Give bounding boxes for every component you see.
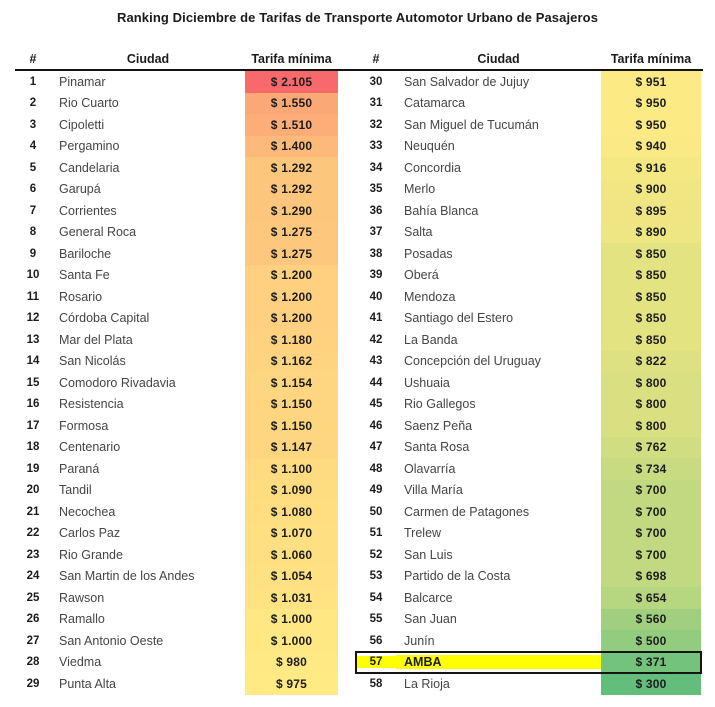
table-row: [356, 308, 701, 330]
rank-cell: 14: [26, 355, 40, 368]
city-cell: Garupá: [59, 182, 101, 197]
rank-cell: 34: [369, 161, 383, 174]
rank-cell: 52: [369, 548, 383, 561]
tariff-cell: $ 1.275: [245, 222, 338, 244]
tariff-cell: $ 2.105: [245, 71, 338, 93]
rank-cell: 37: [369, 226, 383, 239]
tariff-cell: $ 700: [601, 523, 701, 545]
table-row: [356, 114, 701, 136]
table-row: [356, 673, 701, 695]
rank-cell: 22: [26, 527, 40, 540]
rank-cell: 19: [26, 462, 40, 475]
city-cell: Rosario: [59, 289, 103, 304]
city-cell: Villa María: [404, 483, 463, 498]
rank-cell: 45: [369, 398, 383, 411]
table-row: [356, 437, 701, 459]
table-row: [15, 544, 338, 566]
table-row: [356, 394, 701, 416]
tariff-cell: $ 1.292: [245, 179, 338, 201]
city-cell: Partido de la Costa: [404, 569, 511, 584]
city-cell: Cipoletti: [59, 117, 105, 132]
city-cell: Santa Rosa: [404, 440, 470, 455]
tariff-cell: $ 700: [601, 501, 701, 523]
city-cell: Rawson: [59, 590, 105, 605]
table-row: [356, 587, 701, 609]
city-cell: Formosa: [59, 418, 109, 433]
rank-cell: 29: [26, 677, 40, 690]
city-cell: Resistencia: [59, 397, 124, 412]
rank-cell: 44: [369, 376, 383, 389]
rank-cell: 31: [369, 97, 383, 110]
tariff-cell: $ 850: [601, 286, 701, 308]
tariff-cell: $ 916: [601, 157, 701, 179]
city-cell: Santiago del Estero: [404, 311, 514, 326]
city-cell: San Antonio Oeste: [59, 633, 164, 648]
table-row: [15, 480, 338, 502]
rank-cell: 50: [369, 505, 383, 518]
tariff-cell: $ 1.200: [245, 308, 338, 330]
tariff-cell: $ 1.510: [245, 114, 338, 136]
city-cell: San Nicolás: [59, 354, 126, 369]
table-row: [15, 286, 338, 308]
tariff-cell: $ 1.200: [245, 265, 338, 287]
tariff-cell: $ 800: [601, 415, 701, 437]
table-row: [356, 351, 701, 373]
rank-cell: 55: [369, 613, 383, 626]
table-row: [356, 652, 701, 674]
rank-cell: 24: [26, 570, 40, 583]
tariff-cell: $ 850: [601, 265, 701, 287]
city-cell: Bariloche: [59, 246, 112, 261]
table-row: [356, 415, 701, 437]
rank-cell: 20: [26, 484, 40, 497]
rank-cell: 11: [26, 290, 40, 303]
tariff-cell: $ 822: [601, 351, 701, 373]
tariff-cell: $ 1.070: [245, 523, 338, 545]
tariff-cell: $ 300: [601, 673, 701, 695]
tariff-cell: $ 1.054: [245, 566, 338, 588]
tariff-cell: $ 500: [601, 630, 701, 652]
rank-cell: 28: [26, 656, 40, 669]
rank-cell: 30: [369, 75, 383, 88]
tariff-cell: $ 1.031: [245, 587, 338, 609]
tariff-cell: $ 1.000: [245, 630, 338, 652]
table-row: [15, 93, 338, 115]
tariff-cell: $ 1.275: [245, 243, 338, 265]
tariff-cell: $ 800: [601, 372, 701, 394]
table-row: [356, 222, 701, 244]
table-row: [15, 351, 338, 373]
rank-cell: 13: [26, 333, 40, 346]
rank-cell: 2: [29, 97, 37, 110]
rank-cell: 23: [26, 548, 40, 561]
table-row: [356, 630, 701, 652]
tariff-cell: $ 1.550: [245, 93, 338, 115]
city-cell: Trelew: [404, 526, 442, 541]
tariff-cell: $ 1.400: [245, 136, 338, 158]
city-cell: Salta: [404, 225, 433, 240]
table-row: [356, 458, 701, 480]
tariff-cell: $ 800: [601, 394, 701, 416]
city-cell: Junín: [404, 633, 435, 648]
tariff-cell: $ 560: [601, 609, 701, 631]
rank-cell: 21: [26, 505, 40, 518]
rank-cell: 26: [26, 613, 40, 626]
tariff-cell: $ 950: [601, 114, 701, 136]
table-row: [15, 394, 338, 416]
tariff-cell: $ 850: [601, 243, 701, 265]
ranking-table-left: [15, 71, 338, 695]
table-row: [356, 179, 701, 201]
rank-cell: 27: [26, 634, 40, 647]
tariff-cell: $ 900: [601, 179, 701, 201]
tariff-cell: $ 950: [601, 93, 701, 115]
table-row: [15, 652, 338, 674]
city-cell: Rio Gallegos: [404, 397, 476, 412]
table-row: [356, 286, 701, 308]
city-cell: Posadas: [404, 246, 453, 261]
tariff-cell: $ 371: [601, 652, 701, 674]
city-cell: Olavarría: [404, 461, 456, 476]
rank-cell: 4: [29, 140, 37, 153]
table-row: [15, 437, 338, 459]
rank-cell: 42: [369, 333, 383, 346]
tariff-cell: $ 734: [601, 458, 701, 480]
table-row: [356, 265, 701, 287]
city-cell: Córdoba Capital: [59, 311, 150, 326]
city-cell: AMBA: [396, 655, 601, 669]
tariff-cell: $ 762: [601, 437, 701, 459]
table-row: [15, 587, 338, 609]
table-row: [15, 222, 338, 244]
city-cell: La Banda: [404, 332, 458, 347]
table-row: [356, 93, 701, 115]
table-gap: [338, 71, 356, 695]
city-cell: Oberá: [404, 268, 439, 283]
rank-cell: 38: [369, 247, 383, 260]
city-cell: Mar del Plata: [59, 332, 133, 347]
table-row: [356, 157, 701, 179]
table-row: [356, 566, 701, 588]
table-body: [15, 71, 703, 695]
table-row: [15, 136, 338, 158]
tariff-cell: $ 890: [601, 222, 701, 244]
city-cell: Bahía Blanca: [404, 203, 479, 218]
table-row: [15, 501, 338, 523]
table-row: [15, 673, 338, 695]
rank-cell: 43: [369, 355, 383, 368]
rank-cell: 5: [29, 161, 37, 174]
rank-cell: 17: [26, 419, 40, 432]
table-row: [15, 179, 338, 201]
table-row: [356, 480, 701, 502]
table-row: [15, 329, 338, 351]
city-cell: Comodoro Rivadavia: [59, 375, 176, 390]
tariff-cell: $ 654: [601, 587, 701, 609]
table-row: [15, 243, 338, 265]
table-row: [356, 501, 701, 523]
table-row: [15, 630, 338, 652]
rank-cell: 12: [26, 312, 40, 325]
table-row: [356, 329, 701, 351]
page-title: Ranking Diciembre de Tarifas de Transporte Automotor Urbano de Pasajeros: [116, 10, 599, 25]
city-cell: La Rioja: [404, 676, 450, 691]
city-cell: Concepción del Uruguay: [404, 354, 541, 369]
table-row: [15, 265, 338, 287]
header-rank-right: #: [372, 52, 380, 66]
rank-cell: 16: [26, 398, 40, 411]
rank-cell: 6: [29, 183, 37, 196]
tariff-cell: $ 850: [601, 308, 701, 330]
city-cell: Pergamino: [59, 139, 120, 154]
header-city-right: Ciudad: [477, 52, 520, 66]
city-cell: Rio Cuarto: [59, 96, 119, 111]
table-row: [15, 200, 338, 222]
city-cell: San Juan: [404, 612, 457, 627]
city-cell: Punta Alta: [59, 676, 116, 691]
tariff-cell: $ 975: [245, 673, 338, 695]
rank-cell: 33: [369, 140, 383, 153]
tariff-cell: $ 1.080: [245, 501, 338, 523]
table-row: [15, 566, 338, 588]
table-row: [356, 372, 701, 394]
city-cell: Concordia: [404, 160, 461, 175]
city-cell: Merlo: [404, 182, 436, 197]
tariff-cell: $ 1.000: [245, 609, 338, 631]
city-cell: Pinamar: [59, 74, 106, 89]
tariff-cell: $ 698: [601, 566, 701, 588]
header-tariff-left: Tarifa mínima: [251, 52, 332, 66]
tariff-cell: $ 700: [601, 480, 701, 502]
city-cell: Tandil: [59, 483, 92, 498]
city-cell: San Luis: [404, 547, 453, 562]
tariff-cell: $ 1.162: [245, 351, 338, 373]
table-row: [15, 71, 338, 93]
city-cell: Centenario: [59, 440, 121, 455]
rank-cell: 1: [29, 75, 37, 88]
city-cell: San Miguel de Tucumán: [404, 117, 539, 132]
tariff-cell: $ 1.060: [245, 544, 338, 566]
rank-cell: 48: [369, 462, 383, 475]
rank-cell: 32: [369, 118, 383, 131]
table-row: [15, 114, 338, 136]
tariff-cell: $ 940: [601, 136, 701, 158]
rank-cell: 49: [369, 484, 383, 497]
tariff-cell: $ 1.150: [245, 394, 338, 416]
city-cell: General Roca: [59, 225, 137, 240]
rank-cell: 40: [369, 290, 383, 303]
rank-cell: 9: [29, 247, 37, 260]
city-cell: Neuquén: [404, 139, 455, 154]
city-cell: Rio Grande: [59, 547, 123, 562]
rank-cell: 8: [29, 226, 37, 239]
tariff-cell: $ 1.154: [245, 372, 338, 394]
header-city-left: Ciudad: [126, 52, 170, 66]
table-row: [356, 200, 701, 222]
table-row: [356, 544, 701, 566]
rank-cell: 36: [369, 204, 383, 217]
table-row: [15, 609, 338, 631]
rank-cell: 41: [369, 312, 383, 325]
table-row: [15, 523, 338, 545]
tariff-cell: $ 1.090: [245, 480, 338, 502]
rank-cell: 53: [369, 570, 383, 583]
city-cell: Catamarca: [404, 96, 466, 111]
table-row: [356, 71, 701, 93]
rank-cell: 25: [26, 591, 40, 604]
city-cell: Corrientes: [59, 203, 117, 218]
rank-cell: 57: [356, 656, 396, 668]
rank-cell: 7: [29, 204, 37, 217]
table-row: [356, 136, 701, 158]
city-cell: Candelaria: [59, 160, 120, 175]
rank-cell: 3: [29, 118, 37, 131]
ranking-table-right: [356, 71, 701, 695]
tariff-cell: $ 1.200: [245, 286, 338, 308]
rank-cell: 35: [369, 183, 383, 196]
header-rank-left: #: [29, 52, 37, 66]
tariff-cell: $ 1.290: [245, 200, 338, 222]
rank-cell: 18: [26, 441, 40, 454]
tariff-cell: $ 700: [601, 544, 701, 566]
tariff-cell: $ 895: [601, 200, 701, 222]
rank-cell: 51: [369, 527, 383, 540]
city-cell: Necochea: [59, 504, 116, 519]
table-row: [15, 372, 338, 394]
table-row: [15, 308, 338, 330]
rank-cell: 39: [369, 269, 383, 282]
rank-cell: 56: [369, 634, 383, 647]
table-header-row: [15, 48, 703, 71]
table-row: [15, 157, 338, 179]
city-cell: Paraná: [59, 461, 100, 476]
city-cell: Santa Fe: [59, 268, 110, 283]
tariff-cell: $ 1.180: [245, 329, 338, 351]
rank-cell: 54: [369, 591, 383, 604]
rank-cell: 47: [369, 441, 383, 454]
city-cell: San Martin de los Andes: [59, 569, 195, 584]
tariff-cell: $ 951: [601, 71, 701, 93]
tariff-cell: $ 980: [245, 652, 338, 674]
table-row: [356, 243, 701, 265]
city-cell: Ushuaia: [404, 375, 450, 390]
rank-cell: 10: [26, 269, 40, 282]
city-cell: Balcarce: [404, 590, 453, 605]
city-cell: Mendoza: [404, 289, 456, 304]
tariff-cell: $ 1.292: [245, 157, 338, 179]
tariff-cell: $ 1.100: [245, 458, 338, 480]
city-cell: Ramallo: [59, 612, 105, 627]
rank-cell: 15: [26, 376, 40, 389]
header-tariff-right: Tarifa mínima: [610, 52, 692, 66]
city-cell: Viedma: [59, 655, 102, 670]
table-row: [356, 523, 701, 545]
tariff-cell: $ 1.150: [245, 415, 338, 437]
tariff-cell: $ 1.147: [245, 437, 338, 459]
table-row: [15, 458, 338, 480]
city-cell: Saenz Peña: [404, 418, 473, 433]
city-cell: Carlos Paz: [59, 526, 121, 541]
city-cell: Carmen de Patagones: [404, 504, 530, 519]
table-row: [15, 415, 338, 437]
rank-cell: 58: [369, 677, 383, 690]
tariff-cell: $ 850: [601, 329, 701, 351]
city-cell: San Salvador de Jujuy: [404, 74, 530, 89]
rank-cell: 46: [369, 419, 383, 432]
table-row: [356, 609, 701, 631]
